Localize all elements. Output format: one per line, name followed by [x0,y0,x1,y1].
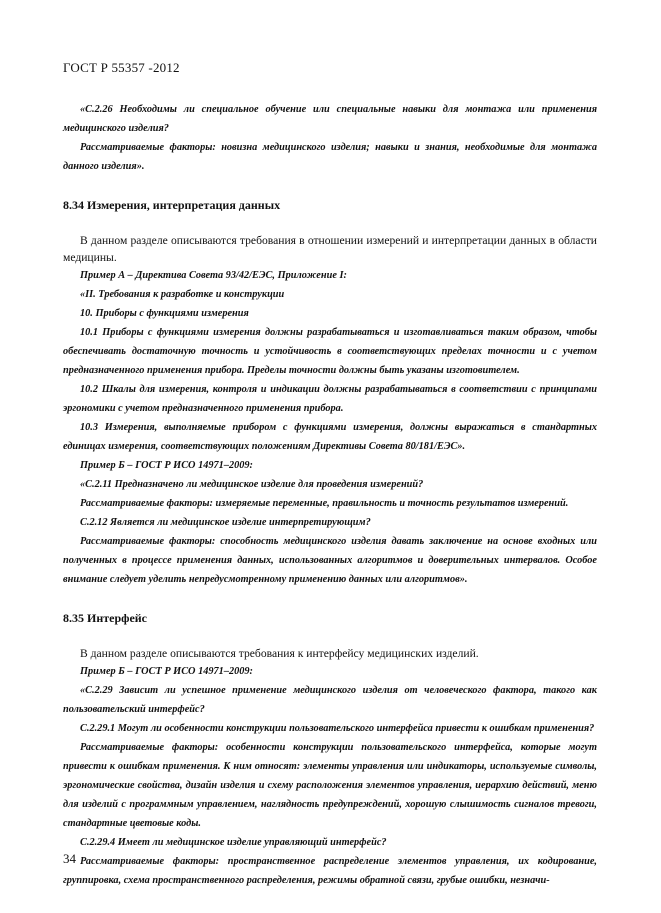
quoted-paragraph: «II. Требования к разработке и конструкции [80,289,285,300]
document-body [63,100,597,890]
body-paragraph: В данном разделе описываются требования в отношении измерений и интерпретации данных в области медицины. [63,234,597,264]
quoted-paragraph: Рассматриваемые факторы: измеряемые переменные, правильность и точность результатов измерений. [80,498,569,509]
quoted-paragraph: 10. Приборы с функциями измерения [80,308,249,319]
quoted-paragraph: Рассматриваемые факторы: новизна медицинского изделия; навыки и знания, необходимые для монтажа данного изделия». [63,142,597,172]
quoted-paragraph: «С.2.29 Зависит ли успешное применение медицинского изделия от человеческого фактора, такого как пользовательский интерфейс? [63,685,597,715]
document-header: ГОСТ Р 55357 -2012 [63,60,180,75]
quoted-paragraph: С.2.29.1 Могут ли особенности конструкции пользовательского интерфейса привести к ошибкам применения? [80,723,595,734]
quoted-paragraph: Пример А – Директива Совета 93/42/ЕЭС, Приложение I: [80,270,347,281]
quoted-paragraph: Рассматриваемые факторы: способность медицинского изделия давать заключение на основе входных или полученных в процессе применения данных, использованных алгоритмов и доверительных интервалов. Особое внимание следует уделить непредусмотренному применению данных или алгоритмов». [63,536,597,585]
quoted-paragraph: «С.2.11 Предназначено ли медицинское изделие для проведения измерений? [80,479,424,490]
quoted-paragraph: 10.3 Измерения, выполняемые прибором с функциями измерения, должны выражаться в стандартных единицах измерения, соответствующих положениям Директивы Совета 80/181/ЕЭС». [63,422,597,452]
quoted-paragraph: Рассматриваемые факторы: пространственное распределение элементов управления, их кодирование, группировка, схема пространственного распределения, режимы обратной связи, грубые ошибки, незначи- [63,856,597,886]
quoted-paragraph: Пример Б – ГОСТ Р ИСО 14971–2009: [80,460,253,471]
quoted-paragraph: Пример Б – ГОСТ Р ИСО 14971–2009: [80,666,253,677]
quoted-paragraph: С.2.29.4 Имеет ли медицинское изделие управляющий интерфейс? [80,837,387,848]
body-paragraph: В данном разделе описываются требования к интерфейсу медицинских изделий. [80,647,479,660]
quoted-paragraph: 10.2 Шкалы для измерения, контроля и индикации должны разрабатываться в соответствии с принципами эргономики с учетом предназначенного применения прибора. [63,384,597,414]
quoted-paragraph: Рассматриваемые факторы: особенности конструкции пользовательского интерфейса, которые могут привести к ошибкам применения. К ним относят: элементы управления или индикаторы, используемые символы, эргономические свойства, дизайн изделия и схему расположения элементов управления, иерархию действий, меню для изделий с программным управлением, наглядность предупреждений, хорошую слышимость сигналов тревоги, стандартные цветовые коды. [63,742,597,829]
section-heading: 8.35 Интерфейс [63,611,148,625]
section-heading: 8.34 Измерения, интерпретация данных [63,198,281,212]
quoted-paragraph: С.2.12 Является ли медицинское изделие интерпретирующим? [80,517,371,528]
page-number: 34 [63,851,76,866]
quoted-paragraph: «С.2.26 Необходимы ли специальное обучение или специальные навыки для монтажа или применения медицинского изделия? [63,104,597,134]
quoted-paragraph: 10.1 Приборы с функциями измерения должны разрабатываться и изготавливаться таким образом, чтобы обеспечивать достаточную точность и устойчивость в соответствующих пределах точности и с учетом предназначенного применения прибора. Пределы точности должны быть указаны изготовителем. [63,327,597,376]
